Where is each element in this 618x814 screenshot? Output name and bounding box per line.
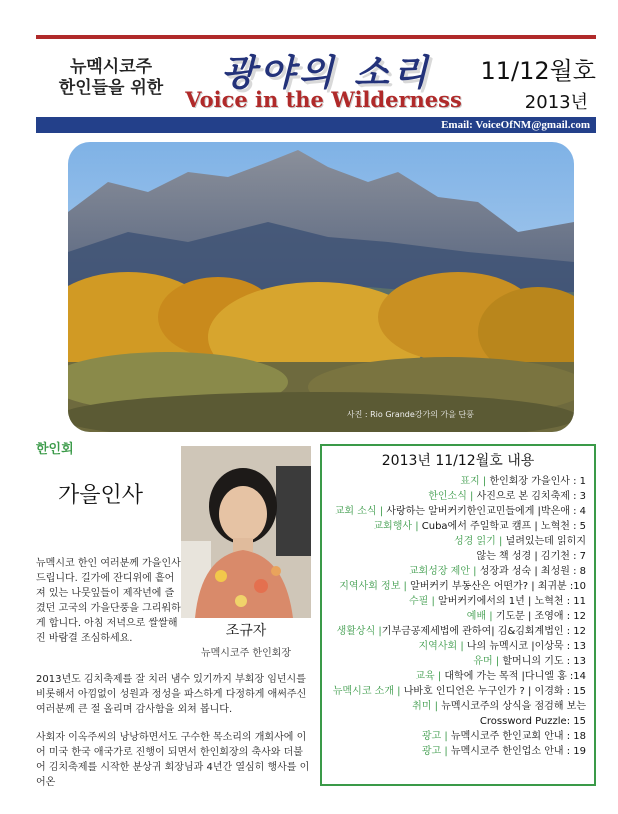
toc-item-text: 대학에 가는 목적 |다니엘 홍 :14	[441, 671, 586, 682]
toc-item-text: 나바호 인디언은 누구인가 ? | 이경화 : 15	[400, 686, 586, 697]
toc-item-text: 뉴멕시코주의 상식을 점검해 보는	[438, 701, 586, 712]
toc-item[interactable]	[330, 534, 586, 549]
toc-list	[330, 474, 586, 759]
toc-item-section: 광고 |	[421, 731, 448, 742]
toc-item-section: 생활상식 |	[336, 626, 382, 637]
toc-item-text: 기도문 | 조영애 : 12	[492, 611, 586, 622]
toc-item[interactable]	[330, 669, 586, 684]
toc-item-section: 교회 소식 |	[334, 506, 384, 517]
article-paragraph-1: 뉴멕시코 한인 여러분께 가을인사 드립니다. 길가에 잔디위에 흩어져 있는 나뭇잎들이 제작년에 즐겼던 고국의 가을단풍을 그리워하게 합니다. 아침 저녁으로 쌀쌀해진 바람결 조심하세요.	[36, 558, 181, 644]
cover-photo	[68, 142, 574, 432]
toc-item-text: 한인회장 가을인사 : 1	[486, 476, 586, 487]
landscape-image	[68, 142, 574, 432]
toc-item[interactable]	[330, 639, 586, 654]
toc-item-section: 취미 |	[412, 701, 439, 712]
toc-item-text: 알버커키 부동산은 어떤가? | 최귀분 :10	[406, 581, 586, 592]
top-rule	[36, 35, 596, 39]
masthead-tagline	[36, 57, 186, 99]
toc-item[interactable]	[330, 549, 586, 564]
newsletter-logo	[181, 45, 466, 117]
author-name: 조규자	[225, 623, 267, 639]
toc-item-text: 사진으로 본 김치축제 : 3	[473, 491, 586, 502]
toc-item-section: 표지 |	[460, 476, 487, 487]
email-bar[interactable]: Email: VoiceOfNM@gmail.com	[36, 117, 596, 133]
toc-item[interactable]	[330, 744, 586, 759]
toc-item-text: 알버커키에서의 1년 | 노혁천 : 11	[434, 596, 586, 607]
masthead	[36, 45, 596, 117]
toc-item-section: 지역사회 |	[418, 641, 464, 652]
toc-item[interactable]	[330, 729, 586, 744]
toc-item[interactable]	[330, 489, 586, 504]
toc-item[interactable]	[330, 624, 586, 639]
toc-item-text: 나의 뉴멕시코 |이상묵 : 13	[463, 641, 586, 652]
toc-item-section: 광고 |	[421, 746, 448, 757]
tagline-line1: 뉴멕시코주	[69, 57, 153, 77]
toc-item[interactable]	[330, 594, 586, 609]
issue-info	[466, 51, 596, 114]
article-title: 가을인사	[58, 483, 144, 508]
toc-item-section: 수필 |	[408, 596, 435, 607]
logo-title-korean: 광야의 소리	[221, 52, 432, 94]
toc-item-section: 한인소식 |	[428, 491, 474, 502]
toc-item-text: 뉴멕시코주 한인교회 안내 : 18	[447, 731, 586, 742]
toc-item-section: 교육 |	[415, 671, 442, 682]
portrait-image	[181, 446, 311, 618]
toc-item[interactable]	[330, 579, 586, 594]
toc-item-text: Cuba에서 주일학교 캠프 | 노혁천 : 5	[418, 521, 586, 532]
toc-item-section: 교회성장 제안 |	[408, 566, 477, 577]
issue-year: 2013년	[524, 92, 588, 113]
toc-item[interactable]	[330, 714, 586, 729]
toc-item-section: 뉴멕시코 소개 |	[332, 686, 401, 697]
toc-item-text: 할머니의 기도 : 13	[499, 656, 586, 667]
photo-caption: 사진 : Rio Grande강가의 가을 단풍	[346, 410, 474, 419]
issue-month: 11/12월호	[480, 57, 596, 85]
toc-item-text: 기부금공제세법에 관하여| 김&김회계법인 : 12	[381, 626, 586, 637]
toc-item-section: 지역사회 정보 |	[339, 581, 407, 592]
toc-item[interactable]	[330, 519, 586, 534]
toc-item[interactable]	[330, 684, 586, 699]
toc-item[interactable]	[330, 699, 586, 714]
table-of-contents	[320, 444, 596, 786]
toc-item-text: 성장과 성숙 | 최성원 : 8	[476, 566, 586, 577]
tagline-line2: 한인들을 위한	[58, 78, 164, 98]
logo-title-english: Voice in the Wilderness	[185, 87, 462, 112]
toc-item-section: 교회행사 |	[373, 521, 419, 532]
toc-item-text: 뉴멕시코주 한인업소 안내 : 19	[447, 746, 586, 757]
article-section-label: 한인회	[36, 442, 74, 457]
toc-item-section: 예배 |	[466, 611, 493, 622]
toc-item[interactable]	[330, 504, 586, 519]
author-credit	[181, 620, 311, 659]
article-paragraph-2: 2013년도 김치축제를 잘 치러 냄수 있기까지 부회장 임넌시를 비롯해서 아낌없이 성원과 정성을 파스하게 다정하게 애써주신 여러분께 큰 절 올리며 감사함을 외쳐 봅니다.	[36, 674, 307, 715]
toc-item-text: 널려있는데 읽히지	[502, 536, 586, 547]
toc-item-text: 사랑하는 알버커키한인교민들에게 |박은애 : 4	[383, 506, 586, 517]
toc-item[interactable]	[330, 474, 586, 489]
toc-item-section: 성경 읽기 |	[453, 536, 503, 547]
toc-item[interactable]	[330, 609, 586, 624]
author-role: 뉴멕시코주 한인회장	[200, 648, 292, 659]
toc-heading: 2013년 11/12월호 내용	[381, 453, 535, 469]
toc-item-text: 않는 책 성경 | 김기천 : 7	[476, 551, 586, 562]
author-portrait	[181, 446, 311, 618]
toc-item[interactable]	[330, 564, 586, 579]
toc-item[interactable]	[330, 654, 586, 669]
toc-item-section: 유머 |	[473, 656, 500, 667]
toc-item-text: Crossword Puzzle: 15	[479, 716, 586, 727]
article-paragraph-3: 사회자 이옥주씨의 낭낭하면서도 구수한 목소리의 개회사에 이어 미국 한국 애국가로 진행이 되면서 한인회장의 축사와 더불어 김치축제를 시작한 분상귀 회장님과 4년간 열심히 행사를 이어온	[36, 732, 310, 788]
